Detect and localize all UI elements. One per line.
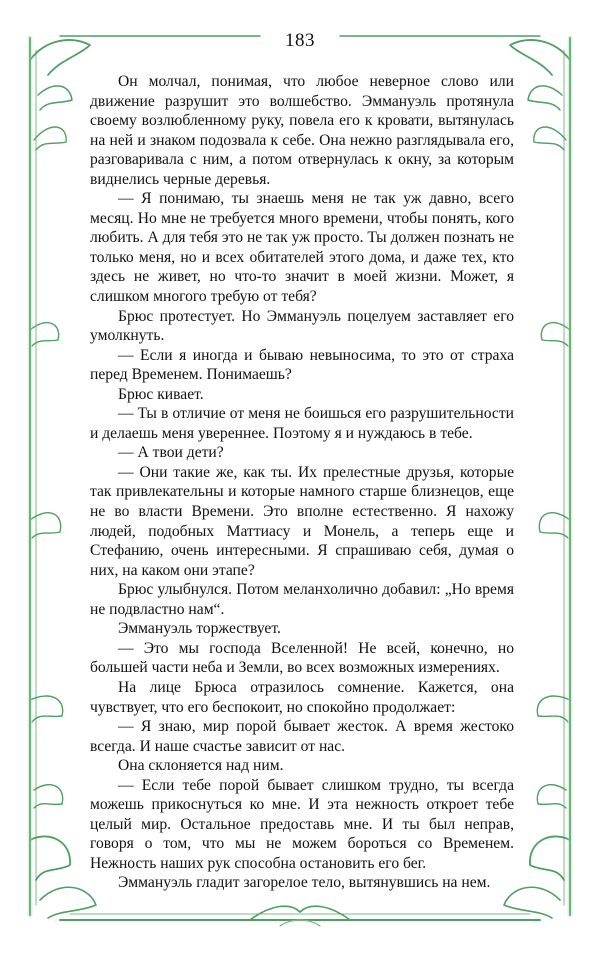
paragraph: — А твои дети? — [118, 444, 224, 462]
paragraph: — Если тебе порой бывает слишком трудно, ты всегда можешь прикоснуться ко мне. И эта нежность откроет тебе целый мир. Остальное предоставь мне. И ты был неправ, говоря о том, что мы не можем бороться со Временем. Нежность наших рук способна остановить его бег. — [90, 776, 514, 872]
body-text — [90, 72, 514, 893]
paragraph: Брюс улыбнулся. Потом меланхолично добавил: „Но время не подвластно нам“. — [90, 581, 514, 618]
paragraph: Брюс кивает. — [118, 385, 204, 403]
paragraph: На лице Брюса отразилось сомнение. Кажется, она чувствует, что его беспокоит, но спокойно продолжает: — [90, 678, 514, 716]
paragraph: — Они такие же, как ты. Их прелестные друзья, которые так привлекательны и которые намного старше близнецов, еще не во власти Времени. Это вполне естественно. Я нахожу людей, подобных Маттиасу и Монель, а теперь еще и Стефанию, очень интересными. Я спрашиваю себя, думая о них, на каком они этапе? — [90, 463, 514, 579]
paragraph: Эммануэль гладит загорелое тело, вытянувшись на нем. — [118, 874, 491, 892]
page-number: 183 — [285, 30, 315, 51]
paragraph: — Я понимаю, ты знаешь меня не так уж давно, всего месяц. Но мне не требуется много времени, чтобы понять, кого любить. А для тебя это не так уж просто. Ты должен познать не только меня, но и всех обитателей этого дома, и даже тех, кто здесь не живет, но что-то значит в моей жизни. Может, я слишком многого требую от тебя? — [90, 190, 514, 306]
paragraph: — Ты в отличие от меня не боишься его разрушительности и делаешь меня увереннее. Поэтому я и нуждаюсь в тебе. — [90, 405, 514, 442]
paragraph: Эммануэль торжествует. — [118, 620, 281, 638]
paragraph: Брюс протестует. Но Эммануэль поцелуем заставляет его умолкнуть. — [90, 307, 514, 345]
paragraph: — Это мы господа Вселенной! Не всей, конечно, но большей части неба и Земли, во всех возможных измерениях. — [90, 639, 514, 677]
paragraph: Она склоняется над ним. — [118, 757, 284, 775]
paragraph: Он молчал, понимая, что любое неверное слово или движение разрушит это волшебство. Эммануэль протянула своему возлюбленному руку, повела его к кровати, вытянулась на ней и знаком подозвала к себе. Она нежно разглядывала его, разговаривала с ним, а потом отвернулась к окну, за которым виднелись черные деревья. — [90, 73, 514, 188]
paragraph: — Я знаю, мир порой бывает жесток. А время жестоко всегда. И наше счастье зависит от нас. — [90, 718, 514, 755]
paragraph: — Если я иногда и бываю невыносима, то это от страха перед Временем. Понимаешь? — [90, 346, 514, 384]
